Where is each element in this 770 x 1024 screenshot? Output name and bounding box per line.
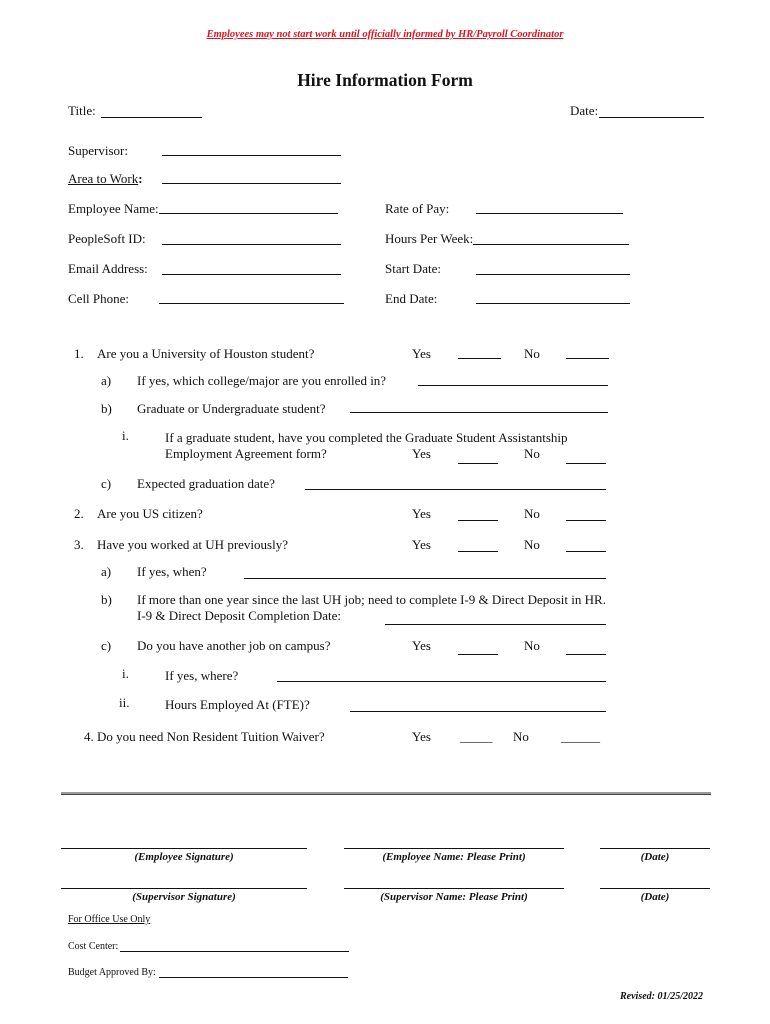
q3a-text: If yes, when? [137, 564, 207, 579]
q3-number: 3. [74, 537, 84, 552]
start-date-label: Start Date: [385, 261, 441, 276]
q3c-yes-label: Yes [412, 638, 431, 653]
cell-phone-field[interactable] [159, 303, 344, 304]
title-field[interactable] [101, 117, 202, 118]
q3-text: Have you worked at UH previously? [97, 537, 288, 552]
q4-yes-label: Yes [412, 729, 431, 744]
rate-of-pay-field[interactable] [476, 213, 623, 214]
supervisor-date-line[interactable] [600, 888, 710, 889]
q1bi-yes-label: Yes [412, 446, 431, 461]
q1bi-number: i. [122, 428, 129, 443]
q1a-field[interactable] [418, 385, 608, 386]
date-label: Date: [570, 103, 599, 118]
cost-center-label: Cost Center: [68, 941, 119, 952]
email-address-field[interactable] [162, 274, 341, 275]
q3b-text-line1: If more than one year since the last UH job; need to complete I-9 & Direct Deposit in HR. [137, 592, 606, 607]
date-field[interactable] [599, 117, 704, 118]
supervisor-label: Supervisor: [68, 143, 128, 158]
q3cii-text: Hours Employed At (FTE)? [165, 697, 310, 712]
end-date-label: End Date: [385, 291, 438, 306]
employee-name-print-caption: (Employee Name: Please Print) [382, 851, 526, 863]
q3c-number: c) [101, 638, 112, 653]
employee-name-label: Employee Name: [68, 201, 159, 216]
area-to-work-field[interactable] [162, 183, 341, 184]
cost-center-field[interactable] [120, 951, 349, 952]
q1bi-no-field[interactable] [566, 463, 606, 464]
supervisor-signature-line[interactable] [61, 888, 307, 889]
rate-of-pay-label: Rate of Pay: [385, 201, 450, 216]
hr-notice: Employees may not start work until officially informed by HR/Payroll Coordinator [206, 29, 564, 40]
q1b-text: Graduate or Undergraduate student? [137, 401, 326, 416]
q1b-number: b) [101, 401, 112, 416]
q1bi-yes-field[interactable] [458, 463, 498, 464]
q2-yes-field[interactable] [458, 520, 498, 521]
q3c-no-label: No [524, 638, 540, 653]
q1c-field[interactable] [305, 489, 606, 490]
supervisor-signature-caption: (Supervisor Signature) [132, 891, 236, 903]
peoplesoft-id-field[interactable] [162, 244, 341, 245]
q3cii-number: ii. [119, 695, 130, 710]
q1c-text: Expected graduation date? [137, 476, 275, 491]
supervisor-date-caption: (Date) [640, 891, 670, 903]
revised-date: Revised: 01/25/2022 [620, 991, 704, 1002]
q1b-field[interactable] [350, 412, 608, 413]
q4-no-field[interactable]: ______ [561, 729, 600, 744]
q2-number: 2. [74, 506, 84, 521]
form-title: Hire Information Form [297, 70, 473, 90]
employee-name-print-line[interactable] [344, 848, 564, 849]
q3c-text: Do you have another job on campus? [137, 638, 331, 653]
q3cii-field[interactable] [350, 711, 606, 712]
q3c-no-field[interactable] [566, 654, 606, 655]
employee-signature-line[interactable] [61, 848, 307, 849]
q1c-number: c) [101, 476, 112, 491]
q2-text: Are you US citizen? [97, 506, 203, 521]
area-to-work-label [68, 171, 143, 187]
q3ci-text: If yes, where? [165, 668, 239, 683]
supervisor-name-print-line[interactable] [344, 888, 564, 889]
q3a-field[interactable] [244, 578, 606, 579]
q3a-number: a) [101, 564, 112, 579]
office-use-heading: For Office Use Only [68, 914, 151, 925]
q3ci-field[interactable] [277, 681, 606, 682]
q1bi-text-line1: If a graduate student, have you completed the Graduate Student Assistantship [165, 430, 568, 445]
q3b-text-line2: I-9 & Direct Deposit Completion Date: [137, 608, 341, 623]
hours-per-week-field[interactable] [473, 244, 629, 245]
start-date-field[interactable] [476, 274, 630, 275]
q1-no-label: No [524, 346, 540, 361]
q1-yes-label: Yes [412, 346, 431, 361]
supervisor-field[interactable] [162, 155, 341, 156]
q1-number: 1. [74, 346, 84, 361]
email-address-label: Email Address: [68, 261, 148, 276]
q2-no-label: No [524, 506, 540, 521]
q3-no-label: No [524, 537, 540, 552]
end-date-field[interactable] [476, 303, 630, 304]
q3c-yes-field[interactable] [458, 654, 498, 655]
q4-yes-field[interactable]: _____ [460, 729, 493, 744]
q1-no-field[interactable] [566, 358, 609, 359]
hours-per-week-label: Hours Per Week: [385, 231, 474, 246]
q4-no-label: No [513, 729, 529, 744]
q1bi-no-label: No [524, 446, 540, 461]
q1a-text: If yes, which college/major are you enrolled in? [137, 373, 387, 388]
title-label: Title: [68, 103, 96, 118]
employee-name-field[interactable] [159, 213, 338, 214]
peoplesoft-id-label: PeopleSoft ID: [68, 231, 146, 246]
cell-phone-label: Cell Phone: [68, 291, 130, 306]
q3b-number: b) [101, 592, 112, 607]
employee-signature-caption: (Employee Signature) [134, 851, 234, 863]
q3-no-field[interactable] [566, 551, 606, 552]
q1a-number: a) [101, 373, 112, 388]
employee-date-line[interactable] [600, 848, 710, 849]
q3ci-number: i. [122, 666, 129, 681]
area-to-work-text: Area to Work [68, 171, 139, 186]
employee-date-caption: (Date) [640, 851, 670, 863]
section-divider [61, 792, 711, 795]
q1bi-text-line2: Employment Agreement form? [165, 446, 327, 461]
q4-text: 4. Do you need Non Resident Tuition Waiver? [84, 729, 325, 744]
q1-text: Are you a University of Houston student? [97, 346, 315, 361]
q2-no-field[interactable] [566, 520, 606, 521]
budget-approved-field[interactable] [159, 977, 348, 978]
q3-yes-label: Yes [412, 537, 431, 552]
q1-yes-field[interactable] [458, 358, 501, 359]
q3b-field[interactable] [385, 624, 606, 625]
budget-approved-label: Budget Approved By: [68, 967, 156, 978]
area-to-work-colon: : [138, 171, 143, 186]
q2-yes-label: Yes [412, 506, 431, 521]
q3-yes-field[interactable] [458, 551, 498, 552]
supervisor-name-print-caption: (Supervisor Name: Please Print) [380, 891, 528, 903]
